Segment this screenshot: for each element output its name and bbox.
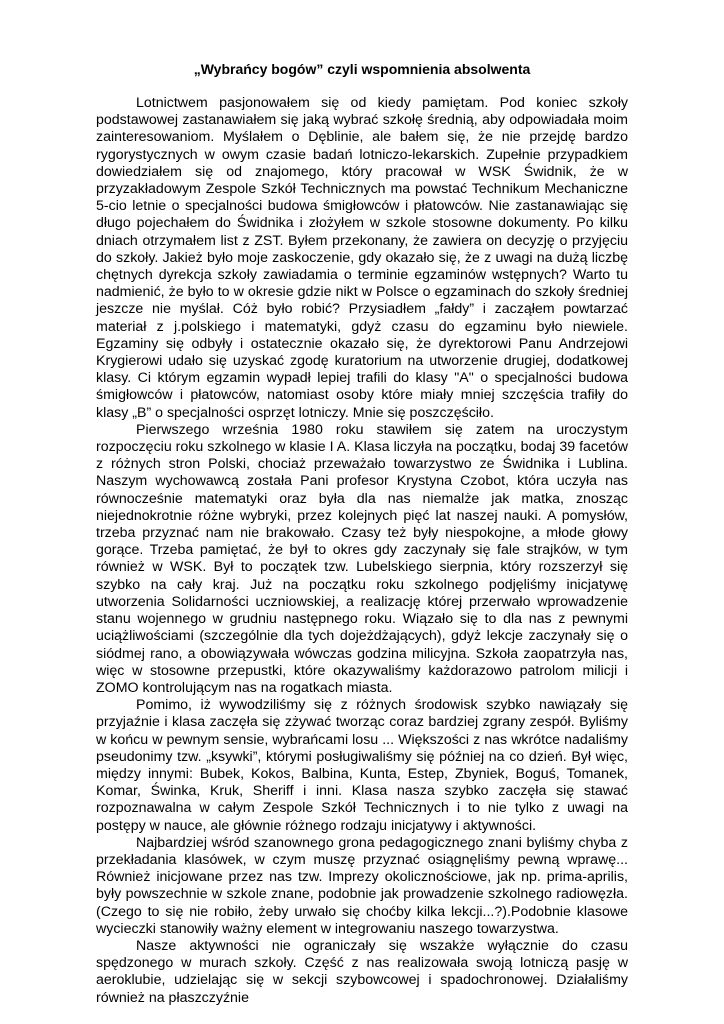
document-title: „Wybrańcy bogów” czyli wspomnienia absolwenta: [193, 61, 531, 77]
paragraph-2: Pierwszego września 1980 roku stawiłem się zatem na uroczystym rozpoczęciu roku szkolnego w klasie I A. Klasa liczyła na początku, bodaj 39 facetów z różnych stron Polski, chociaż przeważało towarzystwo ze Świdnika i Lublina. Naszym wychowawcą została Pani profesor Krystyna Czobot, która uczyła nas równocześnie matematyki oraz była dla nas niemalże jak matka, znosząc niejednokrotnie różne wybryki, przez kolejnych pięć lat naszej nauki. A pomysłów, trzeba przyznać nam nie brakowało. Czasy też były niespokojne, a młode głowy gorące. Trzeba pamiętać, że był to okres gdy zaczynały się fale strajków, w tym również w WSK. Był to początek tzw. Lubelskiego sierpnia, który rozszerzył się szybko na cały kraj. Już na początku roku szkolnego podjęliśmy inicjatywę utworzenia Solidarności uczniowskiej, a realizację której przerwało wprowadzenie stanu wojennego w grudniu następnego roku. Wiązało się to dla nas z pewnymi uciążliwościami (szczególnie dla tych dojeżdżających), gdyż lekcje zaczynały się o siódmej rano, a obowiązywała wówczas godzina milicyjna. Szkoła zaopatrzyła nas, więc w stosowne przepustki, które okazywaliśmy każdorazowo patrolom milicji i ZOMO kontrolującym nas na rogatkach miasta.: [96, 421, 628, 696]
paragraph-3: Pomimo, iż wywodziliśmy się z różnych środowisk szybko nawiązały się przyjaźnie i klasa zaczęła się zżywać tworząc coraz bardziej zgrany zespół. Byliśmy w końcu w pewnym sensie, wybrańcami losu ... Większości z nas wkrótce nadaliśmy pseudonimy tzw. „ksywki”, którymi posługiwaliśmy się później na co dzień. Był więc, między innymi: Bubek, Kokos, Balbina, Kunta, Estep, Zbyniek, Boguś, Tomanek, Komar, Świnka, Kruk, Sheriff i inni. Klasa nasza szybko zaczęła się stawać rozpoznawalna w całym Zespole Szkół Technicznych i to nie tylko z uwagi na postępy w nauce, ale głównie różnego rodzaju inicjatywy i aktywności.: [96, 697, 628, 834]
document-body: [96, 95, 628, 1007]
paragraph-4: Najbardziej wśród szanownego grona pedagogicznego znani byliśmy chyba z przekładania klasówek, w czym muszę przyznać osiągnęliśmy pewną wprawę... Również inicjowane przez nas tzw. Imprezy okolicznościowe, jak np. prima-aprilis, były powszechnie w szkole znane, podobnie jak prowadzenie szkolnego radiowęzła. (Czego to się nie robiło, żeby urwało się choćby kilka lekcji...?).Podobnie klasowe wycieczki stanowiły ważny element w integrowaniu naszego towarzystwa.: [96, 834, 628, 937]
paragraph-1: Lotnictwem pasjonowałem się od kiedy pamiętam. Pod koniec szkoły podstawowej zastanawiałem się jaką wybrać szkołę średnią, aby odpowiadała moim zainteresowaniom. Myślałem o Dęblinie, ale bałem się, że nie przejdę bardzo rygorystycznych w owym czasie badań lotniczo-lekarskich. Zupełnie przypadkiem dowiedziałem się od znajomego, który pracował w WSK Świdnik, że w przyzakładowym Zespole Szkół Technicznych ma powstać Technikum Mechaniczne 5-cio letnie o specjalności budowa śmigłowców i płatowców. Nie zastanawiając się długo pojechałem do Świdnika i złożyłem w szkole stosowne dokumenty. Po kilku dniach otrzymałem list z ZST. Byłem przekonany, że zawiera on decyzję o przyjęciu do szkoły. Jakież było moje zaskoczenie, gdy okazało się, że z uwagi na dużą liczbę chętnych dyrekcja szkoły zawiadamia o terminie egzaminów wstępnych? Warto tu nadmienić, że było to w okresie gdzie nikt w Polsce o egzaminach do szkoły średniej jeszcze nie myślał. Cóż było robić? Przysiadłem „fałdy” i zacząłem powtarzać materiał z j.polskiego i matematyki, gdyż czasu do egzaminu było niewiele. Egzaminy się odbyły i ostatecznie okazało się, że dyrektorowi Panu Andrzejowi Krygierowi udało się uzyskać zgodę kuratorium na utworzenie drugiej, dodatkowej klasy. Ci którym egzamin wypadł lepiej trafili do klasy "A" o specjalności budowa śmigłowców i płatowców, natomiast osoby które miały mniej szczęścia trafiły do klasy „B” o specjalności osprzęt lotniczy. Mnie się poszczęściło.: [96, 95, 628, 421]
paragraph-5: Nasze aktywności nie ograniczały się wszakże wyłącznie do czasu spędzonego w murach szkoły. Część z nas realizowała swoją lotniczą pasję w aeroklubie, udzielając się w sekcji szybowcowej i spadochronowej. Działaliśmy również na płaszczyźnie: [96, 937, 628, 1006]
